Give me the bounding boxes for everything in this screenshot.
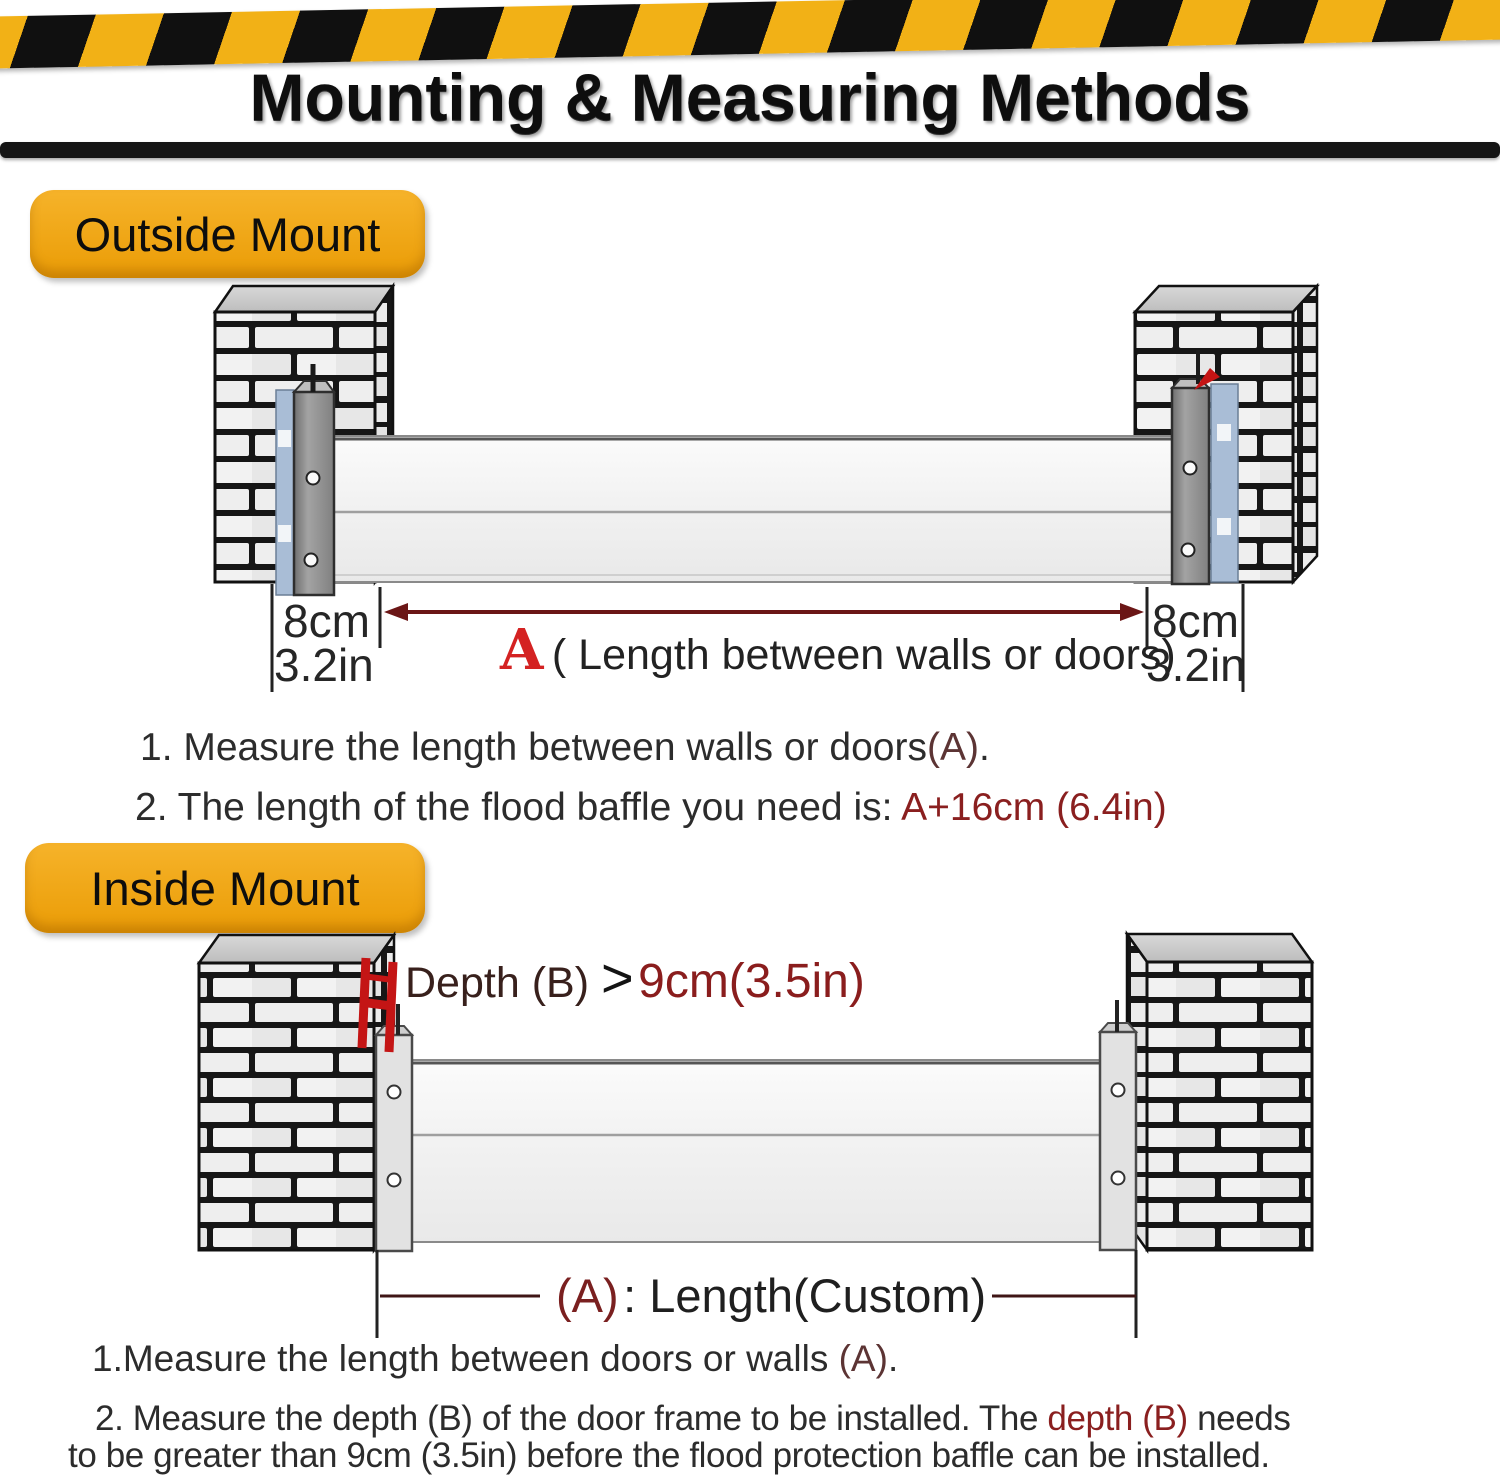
right-seal-strip <box>1211 384 1238 582</box>
flood-baffle-panel <box>410 1060 1102 1242</box>
span-length-label: A ( Length between walls or doors) <box>500 617 1176 683</box>
outside-mount-badge-label: Outside Mount <box>74 207 381 261</box>
left-seal-strip <box>276 390 294 595</box>
left-channel-bracket <box>294 364 334 595</box>
dim-right-in: 3.2in <box>1146 639 1246 691</box>
inside-mount-diagram <box>0 928 1500 1340</box>
right-channel-bracket <box>1100 1000 1136 1250</box>
length-custom-label: (A) : Length(Custom) <box>556 1269 987 1322</box>
dim-right-cm: 8cm <box>1152 595 1239 647</box>
inside-right-pillar <box>1127 934 1312 1250</box>
screw-hole <box>1182 544 1195 557</box>
dimension-arrow <box>384 603 1144 621</box>
outside-step-1: 1. Measure the length between walls or doors(A). <box>140 726 990 769</box>
left-channel-bracket <box>376 1004 412 1251</box>
flood-baffle-panel <box>333 436 1173 582</box>
screw-hole <box>388 1086 401 1099</box>
page-title: Mounting & Measuring Methods <box>249 60 1251 134</box>
page-title-row <box>0 50 1500 144</box>
screw-hole <box>307 472 320 485</box>
outside-step-2: 2. The length of the flood baffle you need is: A+16cm (6.4in) <box>135 786 1167 829</box>
screw-hole <box>1112 1084 1125 1097</box>
outside-mount-badge <box>30 190 425 278</box>
inside-step-2: 2. Measure the depth (B) of the door frame to be installed. The depth (B) needs <box>95 1399 1291 1438</box>
banner-divider-bar <box>0 142 1500 158</box>
dim-left-in: 3.2in <box>274 639 374 691</box>
inside-step-1: 1.Measure the length between doors or walls (A). <box>92 1338 899 1379</box>
inside-mount-badge-label: Inside Mount <box>90 861 360 915</box>
dim-left-cm: 8cm <box>283 595 370 647</box>
screw-hole <box>1112 1172 1125 1185</box>
depth-label: Depth (B) > 9cm(3.5in) <box>405 946 865 1009</box>
inside-step-2-continued: to be greater than 9cm (3.5in) before the flood protection baffle can be installed. <box>68 1436 1270 1475</box>
screw-hole <box>388 1174 401 1187</box>
screw-hole <box>1184 462 1197 475</box>
screw-hole <box>305 554 318 567</box>
outside-mount-diagram <box>0 268 1500 720</box>
inside-mount-badge <box>25 843 425 933</box>
